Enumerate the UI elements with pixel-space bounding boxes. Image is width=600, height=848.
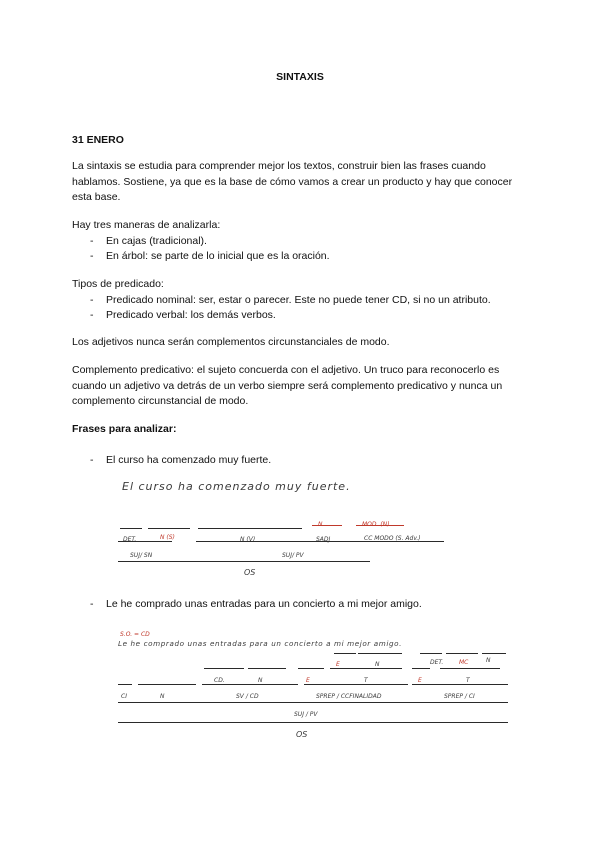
underline [118, 722, 508, 723]
underline [248, 668, 286, 669]
label-ccmodo: CC MODO (S. Adv.) [364, 535, 421, 542]
list-item: - Predicado nominal: ser, estar o parecer. Este no puede tener CD, si no un atributo. [72, 293, 532, 309]
underline [138, 684, 196, 685]
analysis-ways-list [72, 234, 532, 265]
label-pred: SUJ/ PV [282, 552, 304, 559]
handwritten-sentence1: El curso ha comenzado muy fuerte. [122, 480, 351, 493]
label-sprep-ci: SPREP / CI [444, 693, 475, 700]
intro-paragraph-block [72, 159, 532, 206]
label-sprep-ccfin: SPREP / CCFINALIDAD [316, 693, 382, 700]
underline [304, 684, 408, 685]
predicate-types-block [72, 277, 532, 324]
predicative-note: Complemento predicativo: el sujeto concuerda con el adjetivo. Un truco para reconocerlo es cuando un adjetivo va detrás de un verbo siempre será complemento predicativo y nunca un complemento circunstancial de modo. [72, 364, 503, 407]
handwritten-note: S.O. = CD [120, 631, 150, 638]
label-ci: CI [121, 693, 127, 700]
underline [334, 653, 356, 654]
label-n2: N (V) [240, 536, 256, 543]
underline [196, 541, 444, 542]
underline [330, 668, 402, 669]
underline [358, 653, 402, 654]
page-title: SINTAXIS [276, 71, 324, 83]
underline [356, 525, 404, 526]
label-cd: CD. [214, 677, 225, 684]
handwritten-sentence2: Le he comprado unas entradas para un concierto a mi mejor amigo. [118, 639, 402, 648]
label-pred2: SUJ / PV [294, 711, 318, 718]
label-suj: SUJ/ SN [130, 552, 153, 559]
underline [204, 668, 244, 669]
underline [440, 668, 500, 669]
label-mc: MC [459, 659, 469, 666]
label-adv-mod: MOD. (N) [362, 521, 390, 528]
label-os2: OS [296, 730, 308, 739]
underline [298, 668, 324, 669]
underline [118, 684, 132, 685]
underline [148, 528, 190, 529]
underline [120, 528, 142, 529]
adjectives-note: Los adjetivos nunca serán complementos circunstanciales de modo. [72, 336, 390, 348]
sentence2-text: - Le he comprado unas entradas para un concierto a mi mejor amigo. [72, 597, 532, 613]
underline [118, 561, 370, 562]
list-item: - En cajas (tradicional). [72, 234, 532, 250]
label-e1: E [336, 661, 340, 668]
underline [420, 653, 442, 654]
predicative-note-block [72, 363, 532, 410]
notes-body [72, 133, 532, 149]
label-n-c: N [375, 661, 380, 668]
analysis-ways-block [72, 218, 532, 265]
label-t2: T [466, 677, 470, 684]
label-os: OS [244, 568, 256, 577]
label-svcd: SV / CD [236, 693, 259, 700]
intro-paragraph: La sintaxis se estudia para comprender mejor los textos, construir bien las frases cuando hablamos. Sostiene, ya que es la base de cómo vamos a crear un producto y hay que conocer esta base. [72, 160, 513, 203]
underline [446, 653, 478, 654]
label-e3: E [418, 677, 422, 684]
sentence1-text: - El curso ha comenzado muy fuerte. [72, 453, 532, 469]
adjectives-note-block [72, 335, 532, 351]
analysis-ways-lead: Hay tres maneras de analizarla: [72, 219, 221, 231]
label-e2: E [306, 677, 310, 684]
label-n-a: N [486, 657, 491, 664]
phrases-heading-block [72, 422, 532, 438]
label-adv-n: N [318, 521, 323, 528]
sentence2-block [72, 597, 532, 613]
label-t1: T [364, 677, 368, 684]
underline [118, 702, 508, 703]
predicate-types-list [72, 293, 532, 324]
label-sadj: SADJ [316, 536, 331, 543]
sentence1-block [72, 453, 532, 469]
date-heading: 31 ENERO [72, 134, 124, 146]
underline [412, 668, 430, 669]
list-item: - Predicado verbal: los demás verbos. [72, 308, 532, 324]
underline [202, 684, 298, 685]
label-n-e: N [258, 677, 263, 684]
phrases-heading: Frases para analizar: [72, 423, 177, 435]
list-item: - En árbol: se parte de lo inicial que es la oración. [72, 249, 532, 265]
label-det-a: DET. [430, 659, 444, 666]
predicate-types-lead: Tipos de predicado: [72, 278, 164, 290]
underline [118, 541, 172, 542]
label-n-v: N [160, 693, 165, 700]
underline [412, 684, 508, 685]
underline [312, 525, 342, 526]
underline [198, 528, 302, 529]
label-det: DET. [123, 536, 137, 543]
label-n1: N (S) [160, 534, 175, 541]
